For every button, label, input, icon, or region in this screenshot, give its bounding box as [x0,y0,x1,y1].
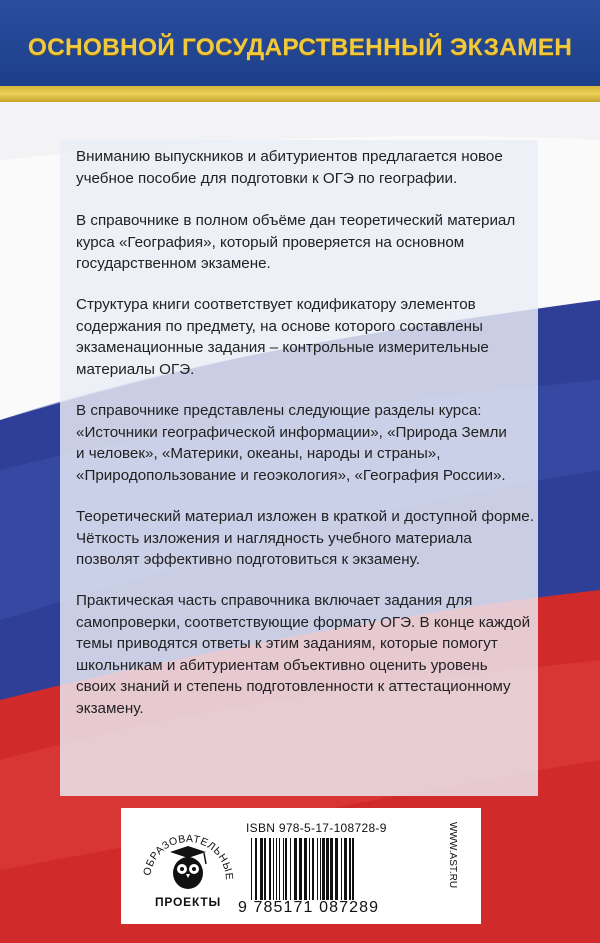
paragraph-presentation [76,506,546,571]
owl-mascot-icon [170,846,206,889]
barcode-bar [290,838,291,900]
header-gold-stripe [0,86,600,102]
text-line: «Источники географической информации», «Природа Земли [76,423,507,441]
barcode-bar [304,838,307,900]
text-line: позволят эффективно подготовиться к экзамену. [76,551,420,568]
barcode-bar [299,838,302,900]
text-line: Теоретический материал изложен в краткой и доступной форме. [76,508,534,525]
barcode-bar [326,838,329,900]
barcode-bar [349,838,351,900]
barcode-bar [283,838,284,900]
text-line: своих знаний и степень подготовленности к аттестационному [76,678,511,695]
barcode-bar [335,838,338,900]
barcode-bar [309,838,310,900]
logo-bottom-text: ПРОЕКТЫ [154,895,222,909]
text-line: В справочнике в полном объёме дан теоретический материал [76,212,516,229]
publisher-website [436,818,456,913]
barcode-bar [312,838,314,900]
barcode-bar [285,838,287,900]
barcode-bar [341,838,342,900]
text-line: учебное пособие для подготовки к ОГЭ по географии. [76,169,458,187]
text-line: «Природопользование и геоэкология», «География России». [76,466,506,484]
barcode-bar [322,838,325,900]
barcode-bar [276,838,277,900]
text-line: содержания по предмету, на основе которого составлены [76,317,483,335]
barcode-bar [260,838,263,900]
isbn-barcode [249,838,429,900]
paragraph-sections [76,400,546,486]
barcode-digits: 9 785171 087289 [238,899,380,916]
barcode-bar [251,838,252,900]
website-text: WWW.AST.RU [447,822,458,889]
barcode-bar [264,838,266,900]
logo-arc-text: ОБРАЗОВАТЕЛЬНЫЕ [141,832,236,881]
paragraph-intro [76,146,546,189]
text-line: экзаменационные задания – контрольные измерительные [76,339,489,356]
text-line: Практическая часть справочника включает задания для [76,592,473,609]
series-title: ОСНОВНОЙ ГОСУДАРСТВЕННЫЙ ЭКЗАМЕН [27,34,573,61]
barcode-bar [294,838,297,900]
barcode-bar [255,838,257,900]
barcode-bar [269,838,271,900]
isbn-label: ISBN 978-5-17-108728-9 [246,821,387,835]
paragraph-theory [76,210,546,275]
text-line: самопроверки, соответствующие формату ОГЭ. В конце каждой [76,613,531,631]
text-line: государственном экзамене. [76,255,271,272]
text-line: и человек», «Материки, океаны, народы и страны», [76,445,441,462]
text-line: материалы ОГЭ. [76,360,195,378]
barcode-bar [352,838,354,900]
barcode-bar [273,838,274,900]
text-line: В справочнике представлены следующие разделы курса: [76,402,482,419]
paragraph-practice [76,590,546,719]
barcode-bar [344,838,347,900]
text-line: экзамену. [76,699,144,717]
educational-projects-logo [136,818,236,916]
text-line: школьникам и абитуриентам объективно оценить уровень [76,656,488,674]
paragraph-structure [76,294,546,380]
text-line: Структура книги соответствует кодификатору элементов [76,296,476,313]
text-line: курса «География», который проверяется на основном [76,233,465,251]
barcode-bar [279,838,280,900]
text-line: Чёткость изложения и наглядность учебного материала [76,529,472,547]
barcode-bar [330,838,333,900]
text-line: темы приводятся ответы к этим заданиям, которые помогут [76,635,498,652]
barcode-bar [317,838,318,900]
text-line: Вниманию выпускников и абитуриентов предлагается новое [76,148,503,165]
barcode-bar [320,838,321,900]
